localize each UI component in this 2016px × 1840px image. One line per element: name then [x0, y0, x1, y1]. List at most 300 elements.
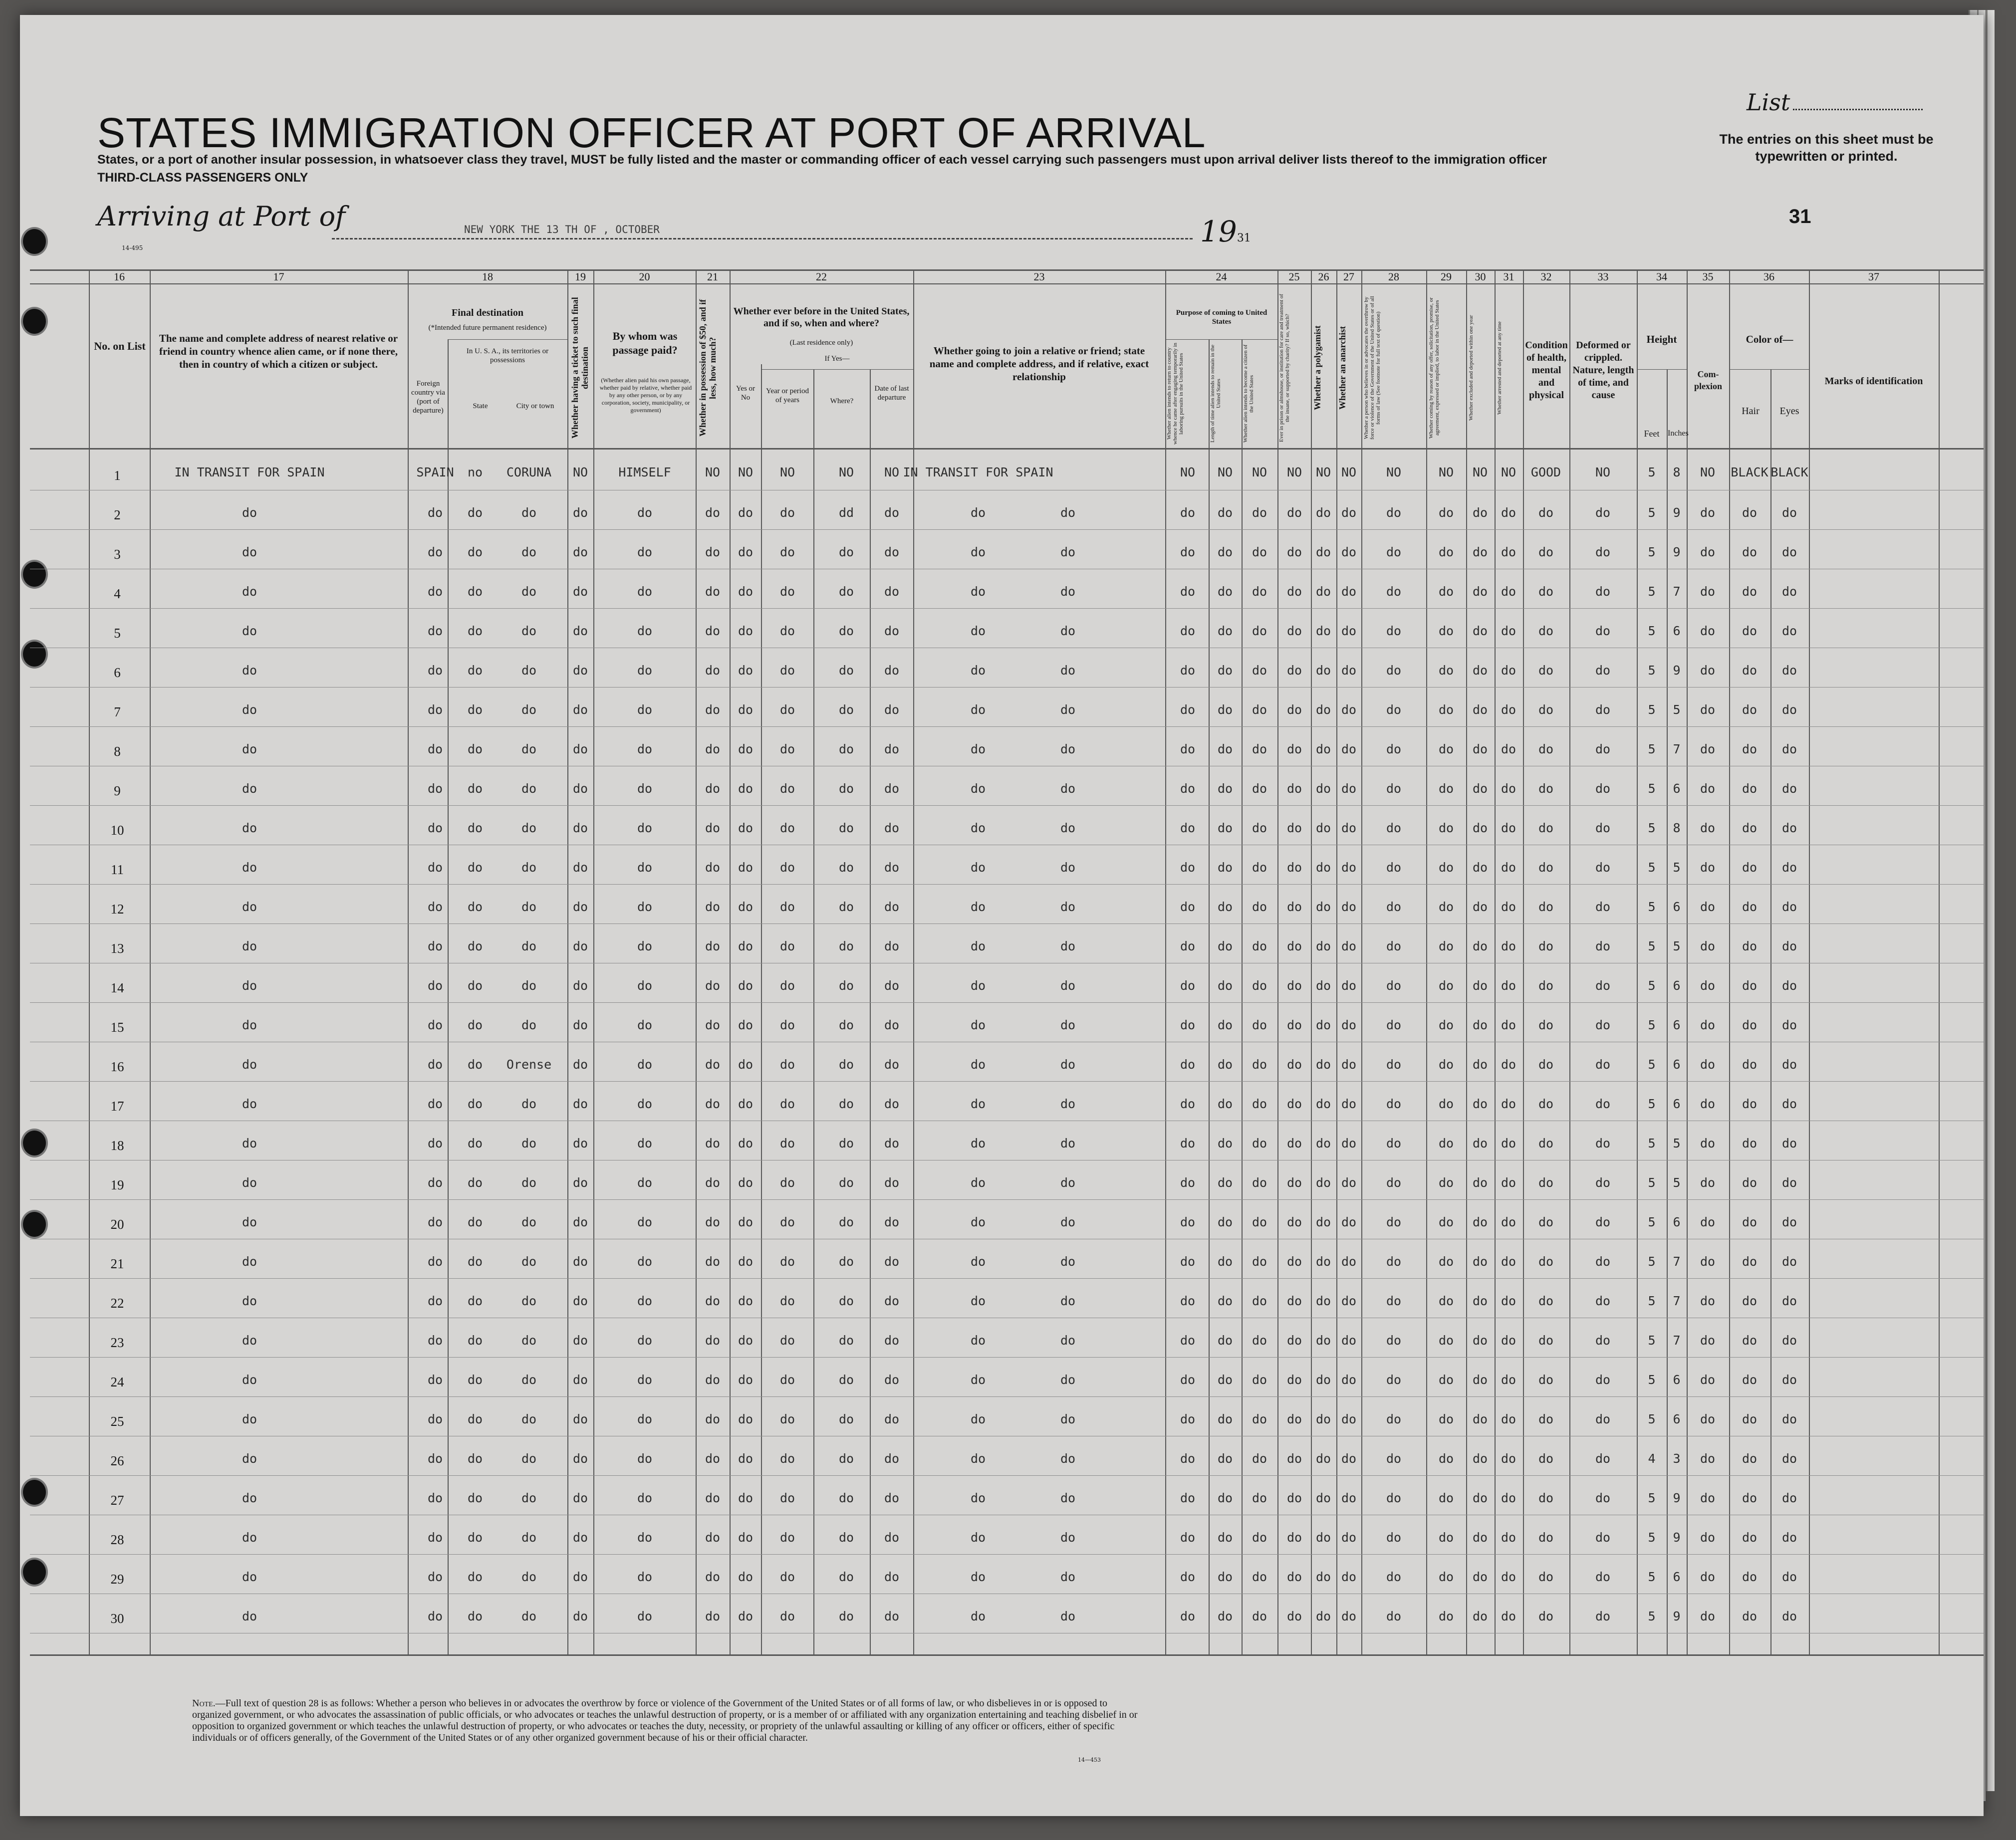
ever-before-cell: do	[738, 545, 754, 559]
ever-before-cell: NO	[738, 465, 754, 479]
ever-before-cell: do	[738, 742, 754, 756]
excluded-cell: do	[1472, 978, 1488, 993]
relative-cell: do	[242, 939, 257, 953]
eyes-cell: do	[1781, 584, 1797, 599]
ever-before-cell: do	[738, 1175, 754, 1190]
prison-cell: do	[1286, 1373, 1302, 1387]
deformed-cell: do	[1595, 1570, 1611, 1584]
inches-cell: 6	[1673, 900, 1681, 914]
anarchist-cell: do	[1341, 584, 1357, 599]
row-rule	[30, 726, 1984, 727]
join-cell: do	[1060, 1373, 1076, 1387]
state-cell: do	[467, 1018, 483, 1032]
where-cell: do	[838, 1057, 854, 1072]
deported-cell: do	[1501, 545, 1516, 559]
eyes-cell: do	[1781, 1136, 1797, 1150]
ever-before-cell: do	[738, 821, 754, 835]
where-cell: do	[838, 663, 854, 678]
ticket-cell: do	[572, 1057, 588, 1072]
prison-cell: do	[1286, 624, 1302, 638]
row-rule	[30, 1475, 1984, 1476]
ever-before-cell: do	[738, 1333, 754, 1348]
return-cell: do	[1180, 1175, 1196, 1190]
join-cell: do	[970, 1175, 986, 1190]
money-cell: do	[705, 1333, 721, 1348]
col-divider	[89, 269, 90, 1654]
prison-cell: do	[1286, 1333, 1302, 1348]
row-rule	[30, 1554, 1984, 1555]
col-24-header: Purpose of coming to United States	[1176, 309, 1267, 326]
excluded-cell: do	[1472, 1609, 1488, 1623]
ever-before-cell: do	[738, 1097, 754, 1111]
col-27-header: Whether an anarchist	[1337, 326, 1347, 410]
labor-offer-cell: do	[1438, 742, 1454, 756]
relative-cell: do	[242, 742, 257, 756]
labor-offer-cell: do	[1438, 1215, 1454, 1229]
join-cell: do	[1060, 1294, 1076, 1308]
anarchist-cell: do	[1341, 1530, 1357, 1545]
state-cell: no	[467, 465, 483, 479]
q28-cell: NO	[1386, 465, 1402, 479]
join-cell: do	[1060, 1097, 1076, 1111]
labor-offer-cell: do	[1438, 1057, 1454, 1072]
via-cell: do	[427, 1294, 443, 1308]
feet-cell: 5	[1648, 1097, 1656, 1111]
row-number: 26	[110, 1453, 124, 1468]
citizen-cell: do	[1252, 584, 1267, 599]
excluded-cell: do	[1472, 1373, 1488, 1387]
money-cell: do	[705, 1018, 721, 1032]
citizen-cell: do	[1252, 1136, 1267, 1150]
ticket-cell: do	[572, 545, 588, 559]
row-rule	[30, 1357, 1984, 1358]
feet-cell: 5	[1648, 1057, 1656, 1072]
hair-cell: do	[1742, 1333, 1758, 1348]
paid-by-cell: HIMSELF	[618, 465, 671, 479]
health-cell: do	[1538, 1215, 1554, 1229]
relative-cell: do	[242, 1530, 257, 1545]
excluded-cell: do	[1472, 505, 1488, 520]
ever-before-cell: do	[738, 702, 754, 717]
return-cell: do	[1180, 1254, 1196, 1269]
hair-cell: do	[1742, 505, 1758, 520]
col-20-header: By whom was passage paid?	[612, 330, 678, 356]
q28-cell: do	[1386, 1333, 1402, 1348]
eyes-cell: BLACK	[1770, 465, 1808, 479]
polygamist-cell: do	[1315, 781, 1331, 796]
where-cell: do	[838, 939, 854, 953]
via-cell: do	[427, 1451, 443, 1466]
polygamist-cell: do	[1315, 1097, 1331, 1111]
last-departure-cell: do	[884, 505, 900, 520]
prison-cell: do	[1286, 1057, 1302, 1072]
ticket-cell: do	[572, 505, 588, 520]
join-cell: do	[970, 1018, 986, 1032]
anarchist-cell: do	[1341, 1294, 1357, 1308]
money-cell: do	[705, 1412, 721, 1426]
ever-before-cell: do	[738, 1491, 754, 1505]
row-number: 29	[110, 1572, 124, 1587]
deported-cell: do	[1501, 1412, 1516, 1426]
join-cell: do	[1060, 939, 1076, 953]
polygamist-cell: do	[1315, 1018, 1331, 1032]
deformed-cell: do	[1595, 1018, 1611, 1032]
inches-cell: 6	[1673, 1018, 1681, 1032]
deformed-cell: do	[1595, 742, 1611, 756]
inches-cell: 5	[1673, 702, 1681, 717]
ticket-cell: do	[572, 1254, 588, 1269]
where-cell: do	[838, 702, 854, 717]
row-rule	[30, 1002, 1984, 1003]
ever-before-cell: do	[738, 663, 754, 678]
relative-cell: do	[242, 1175, 257, 1190]
state-cell: do	[467, 1373, 483, 1387]
col-20-note: (Whether alien paid his own passage, whether paid by relative, whether paid by any other person, or by any corporation, society, municipality, or government)	[599, 377, 692, 414]
join-cell: do	[1060, 505, 1076, 520]
where-cell: do	[838, 900, 854, 914]
deported-cell: do	[1501, 1609, 1516, 1623]
col-22-where: Where?	[830, 397, 854, 405]
excluded-cell: do	[1472, 1175, 1488, 1190]
eyes-cell: do	[1781, 1294, 1797, 1308]
inches-cell: 3	[1673, 1451, 1681, 1466]
return-cell: do	[1180, 663, 1196, 678]
row-number: 16	[110, 1059, 124, 1074]
ticket-cell: do	[572, 1570, 588, 1584]
hair-cell: do	[1742, 663, 1758, 678]
join-cell: do	[1060, 900, 1076, 914]
health-cell: do	[1538, 1451, 1554, 1466]
paid-by-cell: do	[637, 1254, 653, 1269]
hair-cell: do	[1742, 900, 1758, 914]
citizen-cell: NO	[1252, 465, 1267, 479]
hair-cell: do	[1742, 1373, 1758, 1387]
ever-before-cell: do	[738, 1570, 754, 1584]
join-cell: do	[1060, 702, 1076, 717]
eyes-cell: do	[1781, 663, 1797, 678]
port-line	[332, 238, 1193, 239]
deformed-cell: do	[1595, 505, 1611, 520]
row-number: 9	[114, 783, 121, 798]
eyes-cell: do	[1781, 978, 1797, 993]
relative-cell: do	[242, 900, 257, 914]
where-cell: do	[838, 1412, 854, 1426]
last-departure-cell: do	[884, 1175, 900, 1190]
deported-cell: NO	[1501, 465, 1516, 479]
return-cell: do	[1180, 860, 1196, 875]
col-22-note: (Last residence only)	[789, 339, 853, 347]
col-18-foreign: Foreign country via (port of departure)	[411, 380, 445, 415]
q28-cell: do	[1386, 702, 1402, 717]
join-cell: do	[970, 505, 986, 520]
polygamist-cell: do	[1315, 702, 1331, 717]
last-departure-cell: NO	[884, 465, 900, 479]
city-cell: do	[521, 1018, 537, 1032]
hair-cell: BLACK	[1731, 465, 1768, 479]
last-departure-cell: do	[884, 1097, 900, 1111]
row-number: 14	[110, 980, 124, 995]
money-cell: do	[705, 742, 721, 756]
labor-offer-cell: do	[1438, 1136, 1454, 1150]
health-cell: do	[1538, 821, 1554, 835]
manifest-sheet	[20, 15, 1984, 1816]
complexion-cell: do	[1700, 978, 1716, 993]
length-cell: do	[1217, 978, 1233, 993]
last-departure-cell: do	[884, 1491, 900, 1505]
city-cell: do	[521, 1491, 537, 1505]
inches-cell: 5	[1673, 1136, 1681, 1150]
return-cell: do	[1180, 584, 1196, 599]
money-cell: do	[705, 1136, 721, 1150]
year-cell: do	[779, 1412, 795, 1426]
last-departure-cell: do	[884, 1215, 900, 1229]
return-cell: do	[1180, 1373, 1196, 1387]
length-cell: do	[1217, 1136, 1233, 1150]
q28-cell: do	[1386, 1097, 1402, 1111]
anarchist-cell: do	[1341, 1097, 1357, 1111]
paid-by-cell: do	[637, 742, 653, 756]
labor-offer-cell: do	[1438, 702, 1454, 717]
eyes-cell: do	[1781, 860, 1797, 875]
state-cell: do	[467, 1215, 483, 1229]
inches-cell: 6	[1673, 1215, 1681, 1229]
hair-cell: do	[1742, 1530, 1758, 1545]
labor-offer-cell: do	[1438, 781, 1454, 796]
deformed-cell: do	[1595, 860, 1611, 875]
prison-cell: do	[1286, 781, 1302, 796]
deformed-cell: do	[1595, 1254, 1611, 1269]
money-cell: do	[705, 1294, 721, 1308]
eyes-cell: do	[1781, 1530, 1797, 1545]
col-number: 30	[1475, 270, 1486, 283]
complexion-cell: do	[1700, 1254, 1716, 1269]
inches-cell: 5	[1673, 1175, 1681, 1190]
via-cell: do	[427, 742, 443, 756]
join-cell: do	[970, 1570, 986, 1584]
health-cell: do	[1538, 1175, 1554, 1190]
return-cell: NO	[1180, 465, 1196, 479]
join-cell: do	[970, 939, 986, 953]
deformed-cell: do	[1595, 1175, 1611, 1190]
money-cell: do	[705, 1057, 721, 1072]
hair-cell: do	[1742, 1451, 1758, 1466]
citizen-cell: do	[1252, 1097, 1267, 1111]
year-cell: NO	[779, 465, 795, 479]
where-cell: do	[838, 1491, 854, 1505]
via-cell: do	[427, 1412, 443, 1426]
complexion-cell: do	[1700, 545, 1716, 559]
inches-cell: 6	[1673, 1412, 1681, 1426]
health-cell: do	[1538, 978, 1554, 993]
state-cell: do	[467, 1294, 483, 1308]
inches-cell: 6	[1673, 781, 1681, 796]
col-number: 27	[1343, 270, 1354, 283]
row-number: 20	[110, 1217, 124, 1232]
labor-offer-cell: NO	[1438, 465, 1454, 479]
city-cell: do	[521, 1294, 537, 1308]
prison-cell: do	[1286, 860, 1302, 875]
ticket-cell: do	[572, 1530, 588, 1545]
last-departure-cell: do	[884, 1018, 900, 1032]
col-divider	[1165, 269, 1166, 1654]
join-cell: do	[1060, 978, 1076, 993]
join-cell: do	[970, 1451, 986, 1466]
labor-offer-cell: do	[1438, 860, 1454, 875]
polygamist-cell: do	[1315, 1254, 1331, 1269]
join-cell: do	[1060, 1609, 1076, 1623]
col-divider	[1242, 339, 1243, 1654]
city-cell: do	[521, 1254, 537, 1269]
relative-cell: do	[242, 1570, 257, 1584]
prison-cell: do	[1286, 1175, 1302, 1190]
city-cell: do	[521, 1136, 537, 1150]
via-cell: do	[427, 663, 443, 678]
col-number: 32	[1540, 270, 1552, 283]
join-cell: do	[970, 742, 986, 756]
city-cell: do	[521, 1570, 537, 1584]
prison-cell: do	[1286, 1136, 1302, 1150]
last-departure-cell: do	[884, 1057, 900, 1072]
health-cell: do	[1538, 1136, 1554, 1150]
row-rule	[30, 1278, 1984, 1279]
join-cell: do	[970, 821, 986, 835]
inches-cell: 6	[1673, 624, 1681, 638]
join-cell: do	[1060, 1412, 1076, 1426]
state-cell: do	[467, 1136, 483, 1150]
citizen-cell: do	[1252, 1333, 1267, 1348]
money-cell: do	[705, 978, 721, 993]
excluded-cell: NO	[1472, 465, 1488, 479]
q28-cell: do	[1386, 1491, 1402, 1505]
money-cell: do	[705, 1609, 721, 1623]
inches-cell: 6	[1673, 1057, 1681, 1072]
eyes-cell: do	[1781, 781, 1797, 796]
ever-before-cell: do	[738, 1530, 754, 1545]
last-departure-cell: do	[884, 1254, 900, 1269]
state-cell: do	[467, 1333, 483, 1348]
deported-cell: do	[1501, 1215, 1516, 1229]
col-divider	[1495, 269, 1496, 1654]
col-37-header: Marks of identification	[1824, 376, 1923, 387]
labor-offer-cell: do	[1438, 978, 1454, 993]
excluded-cell: do	[1472, 1491, 1488, 1505]
health-cell: GOOD	[1530, 465, 1561, 479]
money-cell: do	[705, 584, 721, 599]
col-divider	[1687, 269, 1688, 1654]
excluded-cell: do	[1472, 821, 1488, 835]
length-cell: do	[1217, 505, 1233, 520]
via-cell: do	[427, 545, 443, 559]
feet-cell: 5	[1648, 1018, 1656, 1032]
table-header-bottom	[30, 448, 1984, 450]
anarchist-cell: do	[1341, 1412, 1357, 1426]
length-cell: do	[1217, 1333, 1233, 1348]
deported-cell: do	[1501, 978, 1516, 993]
polygamist-cell: do	[1315, 545, 1331, 559]
header-rule	[1637, 369, 1687, 370]
citizen-cell: do	[1252, 702, 1267, 717]
paid-by-cell: do	[637, 1333, 653, 1348]
excluded-cell: do	[1472, 900, 1488, 914]
length-cell: do	[1217, 1451, 1233, 1466]
money-cell: do	[705, 505, 721, 520]
row-number: 4	[114, 586, 121, 601]
feet-cell: 5	[1648, 860, 1656, 875]
col-18-city: City or town	[516, 402, 554, 410]
return-cell: do	[1180, 702, 1196, 717]
anarchist-cell: do	[1341, 1491, 1357, 1505]
row-rule	[30, 1199, 1984, 1200]
deported-cell: do	[1501, 1373, 1516, 1387]
join-cell: do	[1060, 584, 1076, 599]
col-divider	[408, 269, 409, 1654]
complexion-cell: do	[1700, 742, 1716, 756]
q28-cell: do	[1386, 1294, 1402, 1308]
via-cell: do	[427, 1570, 443, 1584]
q28-cell: do	[1386, 584, 1402, 599]
ever-before-cell: do	[738, 505, 754, 520]
where-cell: do	[838, 1175, 854, 1190]
form-title: STATES IMMIGRATION OFFICER AT PORT OF ARRIVAL	[97, 109, 1206, 156]
q28-cell: do	[1386, 1175, 1402, 1190]
col-30-header: Whether excluded and deported within one year	[1468, 315, 1474, 421]
join-cell: do	[1060, 781, 1076, 796]
city-cell: CORUNA	[506, 465, 552, 479]
anarchist-cell: do	[1341, 624, 1357, 638]
year-cell: do	[779, 702, 795, 717]
join-cell: do	[970, 900, 986, 914]
excluded-cell: do	[1472, 1097, 1488, 1111]
where-cell: do	[838, 860, 854, 875]
ever-before-cell: do	[738, 1412, 754, 1426]
join-cell: do	[970, 1097, 986, 1111]
deformed-cell: do	[1595, 1333, 1611, 1348]
year-cell: do	[779, 1175, 795, 1190]
col-18-note: (*Intended future permanent residence)	[428, 324, 547, 332]
col-21-header: Whether in possession of $50, and if less, how much?	[698, 299, 718, 437]
where-cell: dd	[838, 505, 854, 520]
polygamist-cell: do	[1315, 742, 1331, 756]
year-cell: do	[779, 1057, 795, 1072]
money-cell: do	[705, 781, 721, 796]
col-divider	[1667, 369, 1668, 1654]
return-cell: do	[1180, 1057, 1196, 1072]
last-departure-cell: do	[884, 1333, 900, 1348]
feet-cell: 5	[1648, 1491, 1656, 1505]
last-departure-cell: do	[884, 821, 900, 835]
citizen-cell: do	[1252, 939, 1267, 953]
feet-cell: 5	[1648, 939, 1656, 953]
join-cell: do	[970, 545, 986, 559]
polygamist-cell: do	[1315, 1530, 1331, 1545]
deformed-cell: do	[1595, 1373, 1611, 1387]
prison-cell: do	[1286, 1530, 1302, 1545]
col-number: 36	[1764, 270, 1774, 283]
anarchist-cell: do	[1341, 900, 1357, 914]
health-cell: do	[1538, 1373, 1554, 1387]
binder-hole	[21, 1129, 48, 1157]
citizen-cell: do	[1252, 900, 1267, 914]
header-rule	[761, 369, 913, 370]
prison-cell: do	[1286, 939, 1302, 953]
hair-cell: do	[1742, 781, 1758, 796]
city-cell: do	[521, 505, 537, 520]
last-departure-cell: do	[884, 624, 900, 638]
money-cell: do	[705, 545, 721, 559]
state-cell: do	[467, 939, 483, 953]
deformed-cell: do	[1595, 545, 1611, 559]
polygamist-cell: do	[1315, 505, 1331, 520]
